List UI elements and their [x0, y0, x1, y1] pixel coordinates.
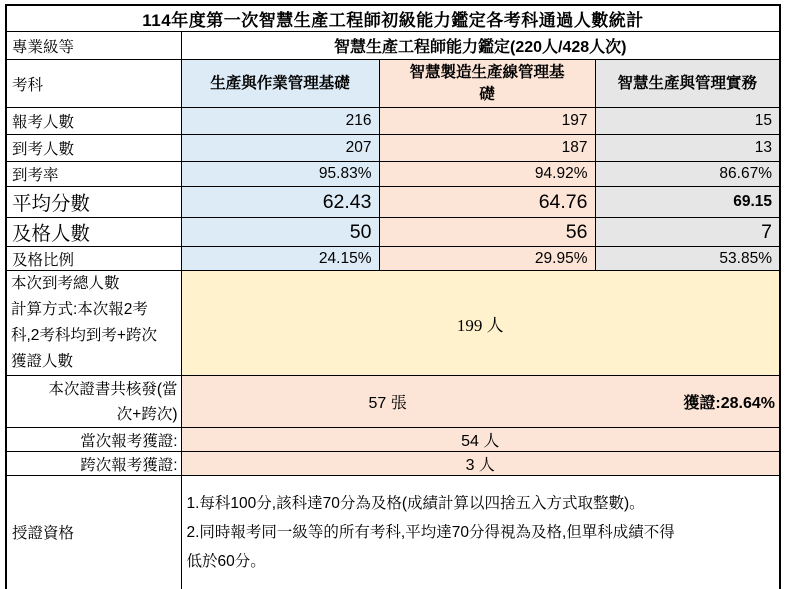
attendance-total-label-line2: 計算方式:本次報2考科,2考科均到考+跨次獲證人數: [11, 301, 157, 370]
subject-col-label: 生產與作業管理基礎: [210, 74, 350, 92]
certificates-row: [6, 376, 780, 428]
stat-value: 197: [379, 108, 595, 135]
current-session-value: 54 人: [181, 428, 780, 452]
attendance-total-label-line1: 本次到考總人數: [11, 275, 120, 292]
stat-value: 56: [379, 218, 595, 247]
stat-value: 216: [181, 108, 379, 135]
attendance-total-label: [6, 271, 181, 376]
stat-value: 7: [595, 218, 780, 247]
cross-session-label: 跨次報考獲證:: [6, 452, 181, 476]
current-session-label: 當次報考獲證:: [6, 428, 181, 452]
stat-value: 69.15: [595, 187, 780, 218]
certificates-label: 本次證書共核發(當次+跨次): [6, 376, 181, 428]
qualification-text: [187, 489, 677, 576]
cross-session-row: [6, 452, 780, 476]
stat-value: 95.83%: [181, 162, 379, 187]
subject-col-production-ops: [181, 60, 379, 108]
qualification-rule-1: 1.每科100分,該科達70分為及格(成績計算以四捨五入方式取整數)。: [186, 494, 645, 512]
cross-session-value: 3 人: [181, 452, 780, 476]
subject-col-smart-line: [379, 60, 595, 108]
stat-value: 94.92%: [379, 162, 595, 187]
stat-row-average-score: [6, 187, 780, 218]
level-value: 智慧生產工程師能力鑑定(220人/428人次): [181, 32, 780, 60]
subject-col-smart-practice: [595, 60, 780, 108]
stat-value: 50: [181, 218, 379, 247]
subject-col-label: 智慧製造生產線管理基礎: [409, 63, 565, 103]
attendance-total-row: [6, 271, 780, 376]
certificates-count: 57 張: [368, 395, 407, 412]
certificates-value-layout: [182, 390, 780, 413]
attendance-total-value: 199 人: [181, 271, 780, 376]
stat-value: 86.67%: [595, 162, 780, 187]
stat-value: 187: [379, 135, 595, 162]
stat-label: 及格人數: [6, 218, 181, 247]
subject-header-label: 考科: [6, 60, 181, 108]
stat-row-passed-count: [6, 218, 780, 247]
stat-value: 15: [595, 108, 780, 135]
stat-row-pass-rate: [6, 247, 780, 271]
qualification-text-cell: [181, 476, 780, 589]
stat-value: 62.43: [181, 187, 379, 218]
stat-value: 29.95%: [379, 247, 595, 271]
stat-value: 24.15%: [181, 247, 379, 271]
title-row: [6, 5, 780, 32]
certification-statistics-table: [5, 4, 781, 589]
qualification-label: 授證資格: [6, 476, 181, 589]
stat-row-registered: [6, 108, 780, 135]
stat-value: 207: [181, 135, 379, 162]
level-row: [6, 32, 780, 60]
stat-row-attended: [6, 135, 780, 162]
stat-value: 64.76: [379, 187, 595, 218]
stat-label: 到考率: [6, 162, 181, 187]
stat-row-attendance-rate: [6, 162, 780, 187]
stat-label: 到考人數: [6, 135, 181, 162]
qualification-rule-2: 2.同時報考同一級等的所有考科,平均達70分得視為及格,但單科成績不得低於60分。: [186, 523, 675, 570]
current-session-row: [6, 428, 780, 452]
level-label: 專業級等: [6, 32, 181, 60]
stat-label: 平均分數: [6, 187, 181, 218]
report-title: 114年度第一次智慧生產工程師初級能力鑑定各考科通過人數統計: [6, 5, 780, 32]
subject-col-label: 智慧生產與管理實務: [617, 74, 757, 92]
qualification-row: [6, 476, 780, 589]
stat-label: 報考人數: [6, 108, 181, 135]
certificates-rate: 獲證:28.64%: [683, 395, 775, 412]
stat-label: 及格比例: [6, 247, 181, 271]
subject-header-row: [6, 60, 780, 108]
certificates-value-cell: [181, 376, 780, 428]
stat-value: 53.85%: [595, 247, 780, 271]
stat-value: 13: [595, 135, 780, 162]
